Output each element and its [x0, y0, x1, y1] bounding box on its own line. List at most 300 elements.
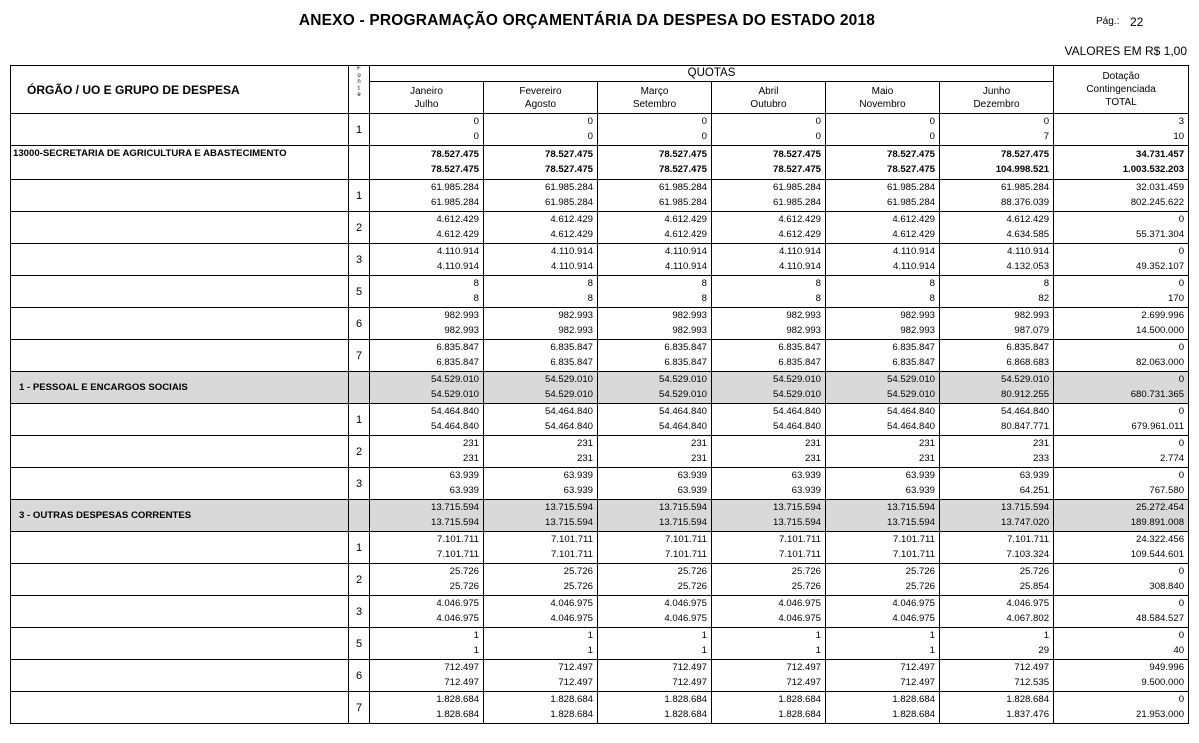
quota-cell	[712, 180, 826, 212]
value-second-semester: 25.726	[905, 580, 935, 592]
quota-cell	[826, 436, 940, 468]
value-first-semester: 61.985.284	[430, 182, 479, 193]
value-second-semester: 6.835.847	[892, 356, 935, 368]
quota-cell	[598, 532, 712, 564]
value-first-semester: 7.101.711	[779, 534, 821, 545]
row-org-label	[11, 308, 349, 340]
value-first-semester: 1.828.684	[550, 694, 593, 705]
total-cell	[1054, 308, 1189, 340]
value-second-semester: 88.376.039	[1001, 196, 1050, 208]
value-second-semester: 25.726	[563, 580, 593, 592]
value-first-semester: 78.527.475	[1001, 149, 1050, 160]
quota-cell	[484, 404, 598, 436]
row-org-label	[11, 114, 349, 146]
total-cell	[1054, 372, 1189, 404]
table-row	[11, 372, 1189, 404]
fonte-letter: t	[358, 85, 360, 92]
value-first-semester: 8	[473, 278, 479, 289]
quota-cell	[484, 212, 598, 244]
value-first-semester: 4.110.914	[665, 246, 707, 257]
value-second-semester: 4.110.914	[893, 260, 935, 272]
page-label: Pág.:	[1096, 16, 1120, 27]
row-org-label	[11, 436, 349, 468]
row-fonte: 6	[349, 660, 370, 692]
value-second-semester: 8	[929, 292, 935, 304]
value-first-semester: 78.527.475	[544, 149, 593, 160]
value-first-semester: 25.726	[677, 566, 707, 577]
value-second-semester: 54.464.840	[430, 420, 479, 432]
value-first-semester: 712.497	[1014, 662, 1050, 673]
value-first-semester: 4.612.429	[778, 214, 821, 225]
value-second-semester: 7	[1043, 130, 1050, 142]
value-first-semester: 13.715.594	[430, 502, 479, 513]
value-second-semester: 8	[473, 292, 479, 304]
value-second-semester: 54.464.840	[544, 420, 593, 432]
total-cell	[1054, 276, 1189, 308]
total-cell	[1054, 212, 1189, 244]
column-header-quotas: QUOTAS	[370, 66, 1054, 82]
quota-cell	[712, 564, 826, 596]
row-org-label	[11, 212, 349, 244]
month-first-half: Maio	[871, 85, 894, 97]
value-second-semester: 1.828.684	[778, 708, 821, 720]
fonte-letter: e	[357, 92, 361, 99]
value-second-semester: 10	[1173, 130, 1185, 142]
value-first-semester: 0	[701, 116, 707, 127]
quota-cell	[826, 692, 940, 724]
value-second-semester: 7.101.711	[893, 548, 935, 560]
value-first-semester: 54.529.010	[430, 374, 479, 385]
fonte-letter: o	[357, 72, 361, 79]
quota-cell	[712, 244, 826, 276]
value-second-semester: 767.580	[1149, 484, 1185, 496]
value-second-semester: 679.961.011	[1131, 420, 1185, 432]
quota-cell	[940, 372, 1054, 404]
value-second-semester: 4.046.975	[892, 612, 935, 624]
value-second-semester: 0	[473, 130, 479, 142]
value-second-semester: 40	[1173, 644, 1185, 656]
quota-cell	[598, 628, 712, 660]
column-header-total	[1054, 66, 1189, 114]
value-second-semester: 1	[929, 644, 935, 656]
quota-cell	[598, 692, 712, 724]
value-second-semester: 4.067.802	[1006, 612, 1050, 624]
row-fonte	[349, 146, 370, 180]
row-fonte: 2	[349, 212, 370, 244]
quota-cell	[940, 436, 1054, 468]
quota-cell	[712, 436, 826, 468]
value-first-semester: 1.828.684	[1006, 694, 1050, 705]
quota-cell	[484, 114, 598, 146]
quota-cell	[598, 146, 712, 180]
value-first-semester: 78.527.475	[658, 149, 707, 160]
value-second-semester: 25.726	[791, 580, 821, 592]
value-first-semester: 982.993	[444, 310, 479, 321]
value-second-semester: 231	[462, 452, 479, 464]
column-header-org: ÓRGÃO / UO E GRUPO DE DESPESA	[11, 66, 349, 114]
quota-cell	[484, 532, 598, 564]
quota-cell	[826, 532, 940, 564]
value-second-semester: 712.535	[1014, 676, 1050, 688]
quota-cell	[826, 564, 940, 596]
quota-cell	[712, 404, 826, 436]
value-second-semester: 49.352.107	[1136, 260, 1185, 272]
value-first-semester: 13.715.594	[886, 502, 935, 513]
quota-cell	[598, 500, 712, 532]
value-first-semester: 61.985.284	[658, 182, 707, 193]
table-row	[11, 660, 1189, 692]
value-second-semester: 54.464.840	[886, 420, 935, 432]
value-first-semester: 63.939	[677, 470, 707, 481]
quota-cell	[940, 404, 1054, 436]
total-cell	[1054, 532, 1189, 564]
total-cell	[1054, 564, 1189, 596]
row-fonte	[349, 372, 370, 404]
value-first-semester: 4.612.429	[664, 214, 707, 225]
quota-cell	[484, 436, 598, 468]
quota-cell	[940, 500, 1054, 532]
value-first-semester: 4.046.975	[892, 598, 935, 609]
quota-cell	[712, 372, 826, 404]
value-second-semester: 78.527.475	[658, 163, 707, 175]
quota-cell	[826, 404, 940, 436]
value-first-semester: 6.835.847	[664, 342, 707, 353]
value-first-semester: 0	[473, 116, 479, 127]
value-first-semester: 54.464.840	[430, 406, 479, 417]
value-second-semester: 61.985.284	[430, 196, 479, 208]
quota-cell	[826, 340, 940, 372]
quota-cell	[484, 596, 598, 628]
value-second-semester: 4.612.429	[550, 228, 593, 240]
value-second-semester: 7.103.324	[1006, 548, 1050, 560]
value-second-semester: 80.912.255	[1001, 388, 1050, 400]
value-first-semester: 1.828.684	[664, 694, 707, 705]
value-first-semester: 712.497	[786, 662, 821, 673]
value-first-semester: 1.828.684	[892, 694, 935, 705]
value-first-semester: 0	[1178, 566, 1185, 577]
value-first-semester: 0	[1178, 278, 1185, 289]
page-number: 22	[1130, 15, 1144, 29]
quota-cell	[370, 244, 484, 276]
value-first-semester: 7.101.711	[893, 534, 935, 545]
value-first-semester: 712.497	[444, 662, 479, 673]
row-fonte: 3	[349, 244, 370, 276]
row-fonte: 7	[349, 692, 370, 724]
row-fonte: 1	[349, 404, 370, 436]
quota-cell	[826, 308, 940, 340]
column-header-month	[484, 82, 598, 114]
value-first-semester: 4.046.975	[550, 598, 593, 609]
row-fonte: 3	[349, 468, 370, 500]
column-header-month	[370, 82, 484, 114]
value-second-semester: 231	[576, 452, 593, 464]
total-cell	[1054, 468, 1189, 500]
value-first-semester: 4.110.914	[779, 246, 821, 257]
value-first-semester: 54.464.840	[658, 406, 707, 417]
value-first-semester: 231	[690, 438, 707, 449]
table-row	[11, 212, 1189, 244]
value-second-semester: 4.046.975	[436, 612, 479, 624]
quota-cell	[940, 340, 1054, 372]
value-second-semester: 54.529.010	[772, 388, 821, 400]
value-second-semester: 13.715.594	[544, 516, 593, 528]
value-first-semester: 54.464.840	[772, 406, 821, 417]
total-cell	[1054, 660, 1189, 692]
value-second-semester: 712.497	[558, 676, 593, 688]
value-second-semester: 48.584.527	[1136, 612, 1185, 624]
value-second-semester: 4.612.429	[436, 228, 479, 240]
value-first-semester: 982.993	[672, 310, 707, 321]
quota-cell	[370, 114, 484, 146]
value-first-semester: 1	[587, 630, 593, 641]
quota-cell	[370, 146, 484, 180]
fonte-letter: F	[357, 66, 361, 72]
quota-cell	[370, 212, 484, 244]
quota-cell	[826, 146, 940, 180]
value-second-semester: 7.101.711	[437, 548, 479, 560]
value-first-semester: 25.726	[1019, 566, 1050, 577]
value-second-semester: 231	[690, 452, 707, 464]
total-header-line: Contingenciada	[1086, 84, 1156, 95]
value-second-semester: 82.063.000	[1136, 356, 1185, 368]
value-first-semester: 61.985.284	[886, 182, 935, 193]
value-second-semester: 54.529.010	[430, 388, 479, 400]
value-second-semester: 680.731.365	[1130, 388, 1185, 400]
value-second-semester: 231	[804, 452, 821, 464]
value-second-semester: 61.985.284	[886, 196, 935, 208]
quota-cell	[370, 500, 484, 532]
value-second-semester: 4.110.914	[437, 260, 479, 272]
value-second-semester: 8	[701, 292, 707, 304]
value-second-semester: 4.110.914	[551, 260, 593, 272]
value-first-semester: 78.527.475	[772, 149, 821, 160]
value-second-semester: 802.245.622	[1130, 196, 1185, 208]
value-first-semester: 63.939	[905, 470, 935, 481]
value-second-semester: 80.847.771	[1001, 420, 1050, 432]
table-row	[11, 532, 1189, 564]
quota-cell	[598, 660, 712, 692]
value-second-semester: 4.132.053	[1006, 260, 1050, 272]
row-fonte: 1	[349, 114, 370, 146]
column-header-month	[826, 82, 940, 114]
month-second-half: Agosto	[524, 98, 557, 110]
quota-cell	[484, 244, 598, 276]
quota-cell	[598, 308, 712, 340]
quota-cell	[370, 340, 484, 372]
value-second-semester: 982.993	[558, 324, 593, 336]
table-row	[11, 468, 1189, 500]
value-second-semester: 0	[929, 130, 935, 142]
value-first-semester: 0	[1178, 598, 1185, 609]
quota-cell	[598, 244, 712, 276]
value-second-semester: 0	[701, 130, 707, 142]
value-second-semester: 4.612.429	[778, 228, 821, 240]
value-second-semester: 6.835.847	[664, 356, 707, 368]
value-first-semester: 13.715.594	[658, 502, 707, 513]
row-org-label	[11, 532, 349, 564]
value-first-semester: 8	[1043, 278, 1050, 289]
value-first-semester: 4.612.429	[1006, 214, 1050, 225]
value-first-semester: 63.939	[563, 470, 593, 481]
table-row	[11, 340, 1189, 372]
budget-table	[10, 65, 1189, 724]
value-second-semester: 21.953.000	[1136, 708, 1185, 720]
value-first-semester: 13.715.594	[544, 502, 593, 513]
quota-cell	[940, 308, 1054, 340]
month-second-half: Julho	[414, 98, 439, 110]
value-first-semester: 54.464.840	[1001, 406, 1050, 417]
quota-cell	[484, 692, 598, 724]
value-first-semester: 25.726	[449, 566, 479, 577]
value-first-semester: 1	[701, 630, 707, 641]
value-second-semester: 4.634.585	[1006, 228, 1050, 240]
total-cell	[1054, 244, 1189, 276]
table-row	[11, 308, 1189, 340]
month-second-half: Outubro	[750, 98, 787, 110]
quota-cell	[712, 114, 826, 146]
table-row	[11, 180, 1189, 212]
value-first-semester: 1.828.684	[436, 694, 479, 705]
value-first-semester: 54.529.010	[658, 374, 707, 385]
table-row	[11, 564, 1189, 596]
quota-cell	[598, 340, 712, 372]
value-first-semester: 6.835.847	[550, 342, 593, 353]
quota-cell	[712, 340, 826, 372]
value-second-semester: 1.828.684	[436, 708, 479, 720]
month-second-half: Novembro	[859, 98, 906, 110]
quota-cell	[826, 500, 940, 532]
row-org-label	[11, 180, 349, 212]
value-first-semester: 1	[815, 630, 821, 641]
quota-cell	[940, 628, 1054, 660]
value-second-semester: 1	[587, 644, 593, 656]
row-fonte: 6	[349, 308, 370, 340]
table-row	[11, 628, 1189, 660]
value-first-semester: 8	[587, 278, 593, 289]
value-first-semester: 63.939	[791, 470, 821, 481]
quota-cell	[484, 276, 598, 308]
value-second-semester: 982.993	[444, 324, 479, 336]
value-first-semester: 1.828.684	[778, 694, 821, 705]
quota-cell	[940, 276, 1054, 308]
month-first-half: Março	[640, 85, 669, 97]
value-first-semester: 63.939	[449, 470, 479, 481]
value-first-semester: 6.835.847	[1006, 342, 1050, 353]
value-first-semester: 2.699.996	[1141, 310, 1185, 321]
value-second-semester: 170	[1168, 292, 1185, 304]
value-second-semester: 54.464.840	[658, 420, 707, 432]
values-unit-note: VALORES EM R$ 1,00	[1064, 44, 1187, 58]
quota-cell	[940, 564, 1054, 596]
value-first-semester: 7.101.711	[437, 534, 479, 545]
value-second-semester: 1.003.532.203	[1122, 163, 1185, 175]
value-second-semester: 61.985.284	[772, 196, 821, 208]
value-first-semester: 0	[1178, 630, 1185, 641]
quota-cell	[940, 244, 1054, 276]
value-first-semester: 7.101.711	[1007, 534, 1050, 545]
quota-cell	[598, 180, 712, 212]
table-row	[11, 692, 1189, 724]
quota-cell	[484, 564, 598, 596]
month-first-half: Junho	[982, 85, 1011, 97]
row-org-label	[11, 564, 349, 596]
row-org-label: 1 - PESSOAL E ENCARGOS SOCIAIS	[11, 372, 349, 404]
quota-cell	[484, 500, 598, 532]
row-fonte: 7	[349, 340, 370, 372]
value-first-semester: 54.529.010	[886, 374, 935, 385]
value-first-semester: 54.464.840	[886, 406, 935, 417]
quota-cell	[940, 212, 1054, 244]
quota-cell	[484, 180, 598, 212]
value-first-semester: 8	[701, 278, 707, 289]
quota-cell	[712, 146, 826, 180]
value-second-semester: 61.985.284	[658, 196, 707, 208]
quota-cell	[940, 180, 1054, 212]
quota-cell	[370, 692, 484, 724]
value-first-semester: 25.726	[905, 566, 935, 577]
value-second-semester: 982.993	[786, 324, 821, 336]
row-org-label	[11, 404, 349, 436]
quota-cell	[940, 468, 1054, 500]
quota-cell	[598, 468, 712, 500]
row-org-label: 13000-SECRETARIA DE AGRICULTURA E ABASTECIMENTO	[11, 146, 349, 180]
quota-cell	[370, 372, 484, 404]
table-row	[11, 146, 1189, 180]
row-fonte: 1	[349, 180, 370, 212]
value-first-semester: 982.993	[558, 310, 593, 321]
value-first-semester: 13.715.594	[772, 502, 821, 513]
quota-cell	[370, 532, 484, 564]
value-first-semester: 4.046.975	[436, 598, 479, 609]
value-second-semester: 109.544.601	[1130, 548, 1185, 560]
row-fonte	[349, 500, 370, 532]
value-second-semester: 13.715.594	[430, 516, 479, 528]
value-second-semester: 0	[815, 130, 821, 142]
value-second-semester: 4.110.914	[779, 260, 821, 272]
value-second-semester: 1.837.476	[1006, 708, 1050, 720]
value-first-semester: 4.110.914	[437, 246, 479, 257]
value-first-semester: 982.993	[786, 310, 821, 321]
table-row	[11, 244, 1189, 276]
value-first-semester: 6.835.847	[892, 342, 935, 353]
quota-cell	[370, 564, 484, 596]
quota-cell	[940, 692, 1054, 724]
value-first-semester: 949.996	[1149, 662, 1185, 673]
value-second-semester: 7.101.711	[779, 548, 821, 560]
value-first-semester: 231	[804, 438, 821, 449]
value-second-semester: 25.854	[1019, 580, 1050, 592]
value-second-semester: 231	[918, 452, 935, 464]
value-second-semester: 1.828.684	[664, 708, 707, 720]
value-first-semester: 7.101.711	[551, 534, 593, 545]
value-first-semester: 54.529.010	[544, 374, 593, 385]
value-second-semester: 233	[1033, 452, 1050, 464]
value-second-semester: 6.835.847	[778, 356, 821, 368]
column-header-month	[598, 82, 712, 114]
value-first-semester: 231	[1033, 438, 1050, 449]
total-cell	[1054, 596, 1189, 628]
value-first-semester: 0	[815, 116, 821, 127]
value-first-semester: 0	[1178, 342, 1185, 353]
quota-cell	[826, 468, 940, 500]
total-cell	[1054, 114, 1189, 146]
value-second-semester: 13.715.594	[658, 516, 707, 528]
value-second-semester: 982.993	[900, 324, 935, 336]
row-org-label: 3 - OUTRAS DESPESAS CORRENTES	[11, 500, 349, 532]
quota-cell	[370, 468, 484, 500]
value-second-semester: 4.612.429	[892, 228, 935, 240]
quota-cell	[940, 114, 1054, 146]
